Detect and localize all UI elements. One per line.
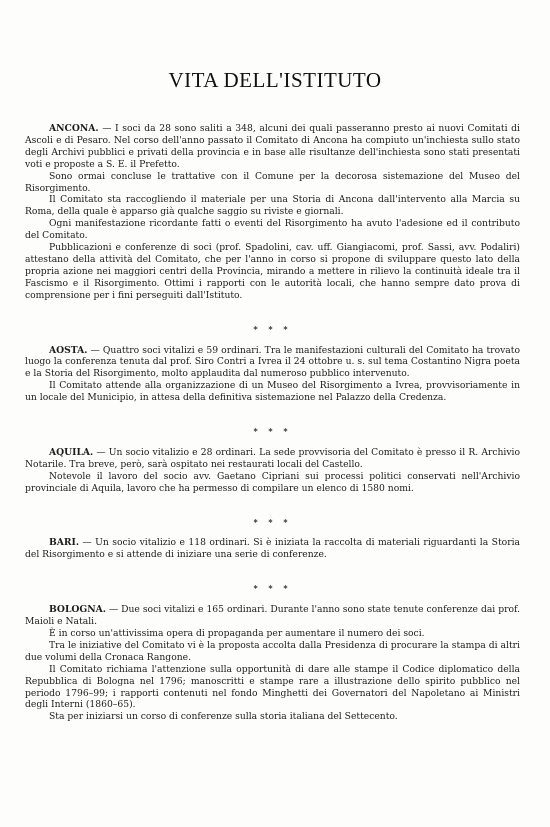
- paragraph: Ogni manifestazione ricordante fatti o eventi del Risorgimento ha avuto l'adesione ed il contributo del Comitato.: [25, 218, 520, 242]
- section-aquila: [25, 447, 520, 495]
- section-bari: [25, 537, 520, 561]
- section-ancona: [25, 123, 520, 302]
- section-separator: * * *: [253, 426, 292, 437]
- page-title: VITA DELL'ISTITUTO: [168, 68, 382, 92]
- city-name: BARI.: [49, 537, 80, 549]
- section-aosta: [25, 345, 520, 405]
- paragraph: ANCONA. — I soci da 28 sono saliti a 348, alcuni dei quali passeranno presto ai nuovi Comitati di Ascoli e di Pesaro. Nel corso dell'anno passato il Comitato di Ancona ha compiuto un'inchiesta sullo stato degli Archivi pubblici e privati della provincia e in base alle risultanze dell'inchiesta sono stati presentati voti e proposte a S. E. il Prefetto.: [25, 123, 520, 170]
- city-name: AQUILA.: [49, 446, 94, 458]
- document-body: [25, 123, 520, 723]
- section-bologna: [25, 604, 520, 723]
- city-name: ANCONA.: [49, 123, 99, 134]
- paragraph: BOLOGNA. — Due soci vitalizi e 165 ordinari. Durante l'anno sono state tenute conferenze dai prof. Maioli e Natali.: [25, 604, 521, 628]
- city-name: BOLOGNA.: [49, 604, 106, 616]
- paragraph: Tra le iniziative del Comitato vi è la proposta accolta dalla Presidenza di procurare la stampa di altri due volumi della Cronaca Rangone.: [25, 639, 520, 663]
- paragraph: È in corso un'attivissima opera di propaganda per aumentare il numero dei soci.: [49, 628, 425, 639]
- paragraph: Sono ormai concluse le trattative con il Comune per la decorosa sistemazione del Museo del Risorgimento.: [25, 170, 520, 194]
- section-separator: * * *: [253, 516, 292, 527]
- paragraph: Il Comitato richiama l'attenzione sulla opportunità di dare alle stampe il Codice diplomatico della Repubblica di Bologna nel 1796; manoscritti e stampe rare a illustrazione dello spirito pubblico nel periodo 1796–99; i rapporti contenuti nel fondo Minghetti dei Governatori del Napoletano ai Ministri degli Interni (1860–65).: [25, 663, 520, 711]
- section-separator: * * *: [253, 323, 292, 334]
- paragraph: BARI. — Un socio vitalizio e 118 ordinari. Si è iniziata la raccolta di materiali riguardanti la Storia del Risorgimento e si attende di iniziare una serie di conferenze.: [25, 537, 521, 561]
- paragraph: Pubblicazioni e conferenze di soci (prof. Spadolini, cav. uff. Giangiacomi, prof. Sassi, avv. Podaliri) attestano della attività del Comitato, che per l'anno in corso si propone di sviluppare questo lato della propria azione nei maggiori centri della Provincia, mirando a mettere in rilievo la continuità ideale tra il Fascismo e il Risorgimento. Ottimi i rapporti con le autorità locali, che hanno sempre dato prova di comprensione per i fini perseguiti dall'Istituto.: [25, 242, 520, 301]
- paragraph: AOSTA. — Quattro soci vitalizi e 59 ordinari. Tra le manifestazioni culturali del Comitato ha trovato luogo la conferenza tenuta dal prof. Siro Contri a Ivrea il 24 ottobre u. s. sul tema Costantino Nigra poeta e la Storia del Risorgimento, molto applaudita dal numeroso pubblico intervenuto.: [25, 344, 520, 380]
- paragraph: AQUILA. — Un socio vitalizio e 28 ordinari. La sede provvisoria del Comitato è presso il R. Archivio Notarile. Tra breve, però, sarà ospitato nei restaurati locali del Castello.: [25, 446, 521, 470]
- paragraph: Sta per iniziarsi un corso di conferenze sulla storia italiana del Settecento.: [49, 711, 398, 723]
- city-name: AOSTA.: [49, 344, 88, 356]
- paragraph: Il Comitato sta raccogliendo il materiale per una Storia di Ancona dall'intervento alla Marcia su Roma, della quale è apparso già qualche saggio su riviste e giornali.: [25, 194, 520, 218]
- paragraph: Notevole il lavoro del socio avv. Gaetano Cipriani sui processi politici conservati nell'Archivio provinciale di Aquila, lavoro che ha permesso di compilare un elenco di 1580 nomi.: [25, 470, 520, 494]
- paragraph: Il Comitato attende alla organizzazione di un Museo del Risorgimento a Ivrea, provvisoriamente in un locale del Municipio, in attesa della definitiva sistemazione nel Palazzo della Credenza.: [25, 380, 520, 404]
- section-separator: * * *: [253, 583, 292, 594]
